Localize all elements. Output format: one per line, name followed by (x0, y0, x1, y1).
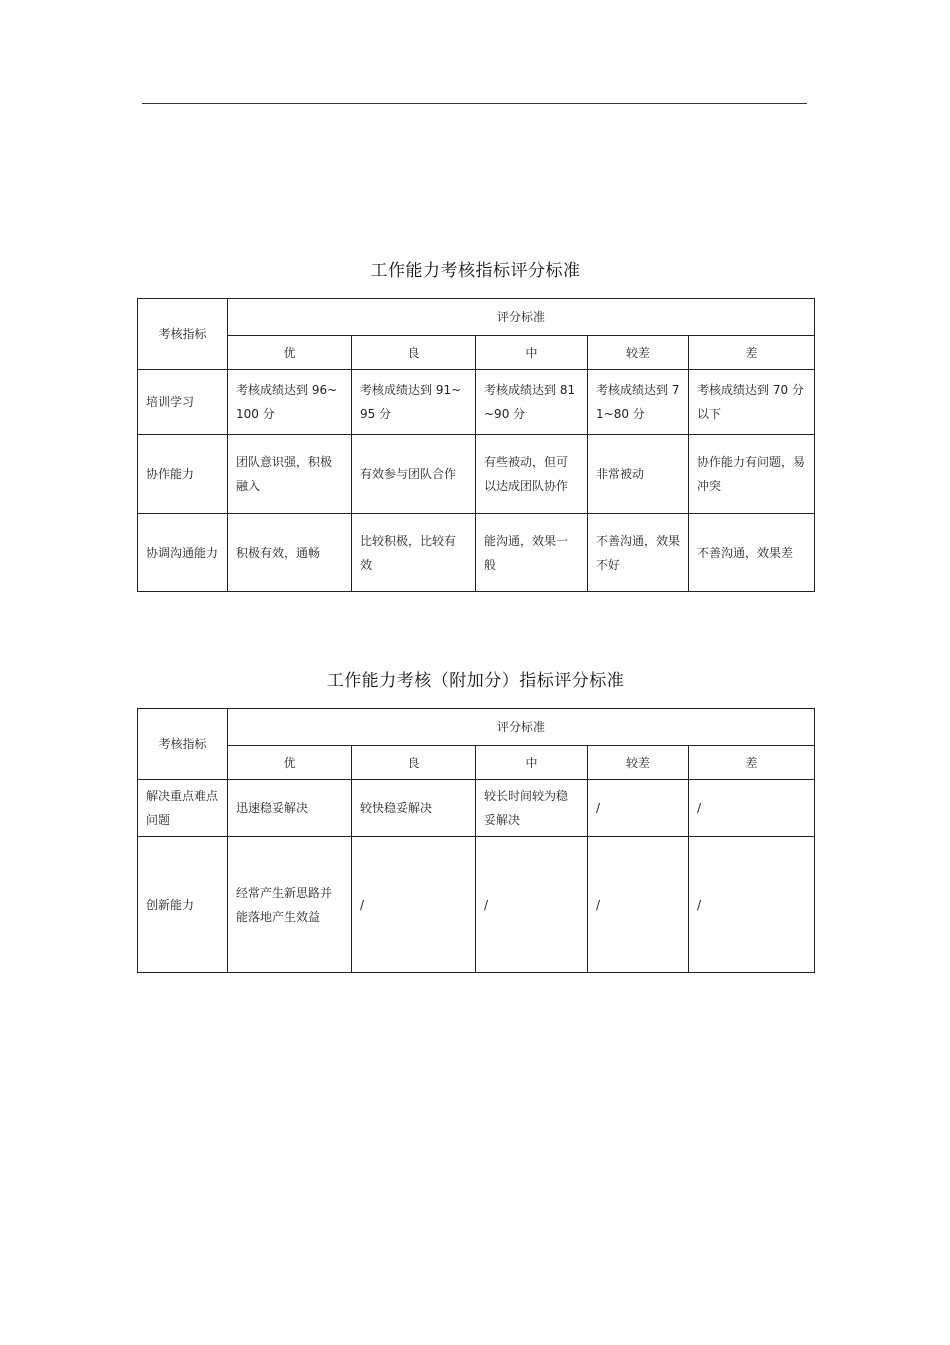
cell-excellent: 经常产生新思路并能落地产生效益 (228, 837, 352, 973)
table-header-row (138, 299, 815, 336)
score-table (137, 298, 815, 592)
cell-good: 比较积极，比较有效 (352, 514, 476, 592)
bonus-score-table (137, 708, 815, 973)
cell-fair: / (588, 780, 689, 837)
cell-fair: 不善沟通，效果不好 (588, 514, 689, 592)
table-row (138, 837, 815, 973)
header-criteria: 评分标准 (228, 709, 815, 746)
table-row (138, 435, 815, 514)
cell-excellent: 考核成绩达到 96~100 分 (228, 370, 352, 435)
row-indicator: 解决重点难点问题 (138, 780, 228, 837)
grade-excellent: 优 (228, 336, 352, 370)
cell-medium: 较长时间较为稳妥解决 (476, 780, 588, 837)
cell-excellent: 迅速稳妥解决 (228, 780, 352, 837)
table2-title: 工作能力考核（附加分）指标评分标准 (326, 671, 625, 691)
cell-fair: 考核成绩达到 71~80 分 (588, 370, 689, 435)
cell-good: 有效参与团队合作 (352, 435, 476, 514)
cell-poor: 不善沟通，效果差 (689, 514, 815, 592)
row-indicator: 创新能力 (138, 837, 228, 973)
cell-good: 较快稳妥解决 (352, 780, 476, 837)
cell-excellent: 团队意识强，积极融入 (228, 435, 352, 514)
table-grade-row (138, 336, 815, 370)
grade-poor: 差 (689, 336, 815, 370)
table-grade-row (138, 746, 815, 780)
cell-poor: / (689, 780, 815, 837)
table-row (138, 514, 815, 592)
header-indicator: 考核指标 (138, 709, 228, 780)
cell-medium: / (476, 837, 588, 973)
cell-medium: 能沟通，效果一般 (476, 514, 588, 592)
cell-poor: 考核成绩达到 70 分以下 (689, 370, 815, 435)
header-rule (142, 103, 807, 104)
grade-excellent: 优 (228, 746, 352, 780)
cell-excellent: 积极有效，通畅 (228, 514, 352, 592)
row-indicator: 培训学习 (138, 370, 228, 435)
table-row (138, 370, 815, 435)
grade-medium: 中 (476, 746, 588, 780)
cell-good: 考核成绩达到 91~95 分 (352, 370, 476, 435)
table1-title: 工作能力考核指标评分标准 (370, 261, 581, 281)
table-row (138, 780, 815, 837)
grade-good: 良 (352, 336, 476, 370)
grade-fair: 较差 (588, 336, 689, 370)
cell-poor: / (689, 837, 815, 973)
cell-good: / (352, 837, 476, 973)
cell-fair: 非常被动 (588, 435, 689, 514)
row-indicator: 协作能力 (138, 435, 228, 514)
cell-poor: 协作能力有问题，易冲突 (689, 435, 815, 514)
cell-fair: / (588, 837, 689, 973)
header-indicator: 考核指标 (138, 299, 228, 370)
cell-medium: 有些被动，但可以达成团队协作 (476, 435, 588, 514)
header-criteria: 评分标准 (228, 299, 815, 336)
row-indicator: 协调沟通能力 (138, 514, 228, 592)
grade-medium: 中 (476, 336, 588, 370)
cell-medium: 考核成绩达到 81~90 分 (476, 370, 588, 435)
grade-good: 良 (352, 746, 476, 780)
grade-poor: 差 (689, 746, 815, 780)
table-header-row (138, 709, 815, 746)
grade-fair: 较差 (588, 746, 689, 780)
